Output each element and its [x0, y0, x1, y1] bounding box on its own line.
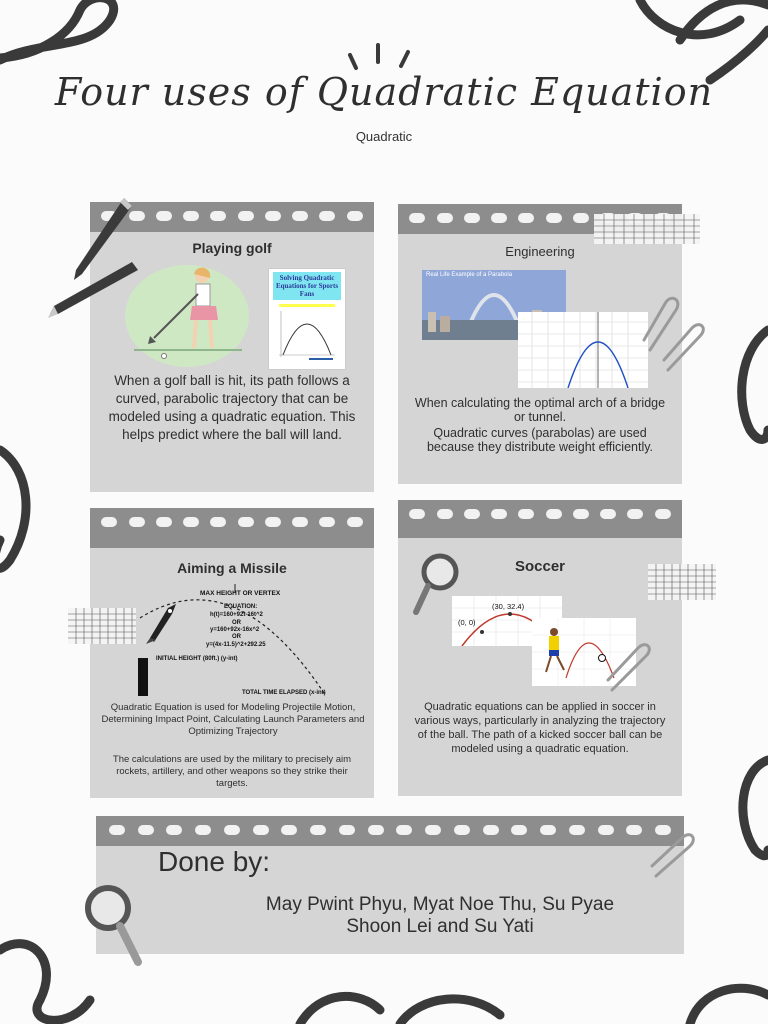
- missile-card-title: Aiming a Missile: [177, 560, 287, 576]
- scribble-bottom-left: [0, 944, 90, 1021]
- missile-eq-2: y=160+92x-16x^2: [210, 627, 260, 633]
- engineering-card-title: Engineering: [505, 244, 575, 259]
- missile-eq-3: y=(4x-11.5)^2+292.25: [206, 642, 266, 648]
- page-title: Four uses of Quadratic Equation: [54, 70, 714, 114]
- missile-equation-label: EQUATION:: [224, 604, 258, 610]
- engineering-card-text-2: Quadratic curves (parabolas) are used because they distribute weight efficiently.: [426, 426, 654, 454]
- engineering-card: [398, 204, 682, 484]
- page-subtitle: Quadratic: [355, 129, 413, 144]
- missile-card-text-1: Quadratic Equation is used for Modeling Projectile Motion, Determining Impact Point, Calculating Launch Parameters and Optimizing Trajectory: [101, 702, 365, 737]
- scribble-top-right: [640, 0, 768, 80]
- spark-lines: [350, 45, 408, 68]
- missile-time-label: TOTAL TIME ELAPSED (x-int): [242, 690, 326, 696]
- missile-card-text-2: The calculations are used by the military to precisely aim rockets, artillery, and other weapons so they strike their targets.: [112, 754, 352, 789]
- scribble-right-mid: [742, 330, 768, 439]
- missile-initial-label: INITIAL HEIGHT (80ft.) (y-int): [156, 656, 238, 662]
- credits-names-2: Shoon Lei and Su Yati: [346, 916, 534, 937]
- card-strip: [398, 204, 682, 234]
- arch-photo-caption: Real Life Example of a Parabola: [426, 272, 513, 278]
- card-strip: [96, 816, 684, 846]
- soccer-card-title: Soccer: [514, 558, 566, 575]
- soccer-card-text: Quadratic equations can be applied in soccer in various ways, particularly in analyzing the trajectory of the ball. The path of a kicked soccer ball can be modeled using a quadratic equation.: [414, 701, 666, 755]
- engineering-graph: [518, 312, 648, 388]
- soccer-graph-origin: (0, 0): [458, 618, 476, 627]
- golf-card-text: When a golf ball is hit, its path follows a curved, parabolic trajectory that can be modeled using a quadratic equation. This helps predict where the ball will land.: [108, 373, 356, 442]
- scribble-left-mid: [0, 450, 26, 568]
- golfer-illustration: [124, 264, 250, 368]
- missile-eq-1: h(t)=160+92t-16t^2: [210, 612, 263, 618]
- missile-or-2: OR: [232, 634, 241, 640]
- missile-or-1: OR: [232, 620, 241, 626]
- card-strip: [90, 202, 374, 232]
- credits-card: [96, 816, 684, 954]
- card-strip: [90, 508, 374, 548]
- card-strip: [398, 500, 682, 538]
- quadratic-sports-inset: [268, 268, 346, 370]
- scribble-bottom-right: [690, 988, 768, 1024]
- engineering-card-text-1: When calculating the optimal arch of a bridge or tunnel.: [414, 396, 666, 424]
- scribble-right-lower: [743, 760, 768, 856]
- missile-max-label: MAX HEIGHT OR VERTEX: [200, 590, 281, 597]
- credits-names-1: May Pwint Phyu, Myat Noe Thu, Su Pyae: [265, 894, 615, 915]
- golf-card-title: Playing golf: [192, 240, 272, 256]
- soccer-player-illustration: [532, 618, 636, 686]
- missile-card: [90, 508, 374, 798]
- scribble-bottom-mid: [300, 996, 500, 1024]
- golf-card: [90, 202, 374, 492]
- soccer-graph-vertex: (30, 32.4): [492, 602, 525, 611]
- soccer-card: [398, 500, 682, 796]
- inset-parabola: [269, 305, 345, 363]
- scribble-top-left: [0, 0, 114, 60]
- credits-heading: Done by:: [158, 846, 271, 877]
- inset-title: Solving Quadratic Equations for Sports Fans: [273, 272, 341, 300]
